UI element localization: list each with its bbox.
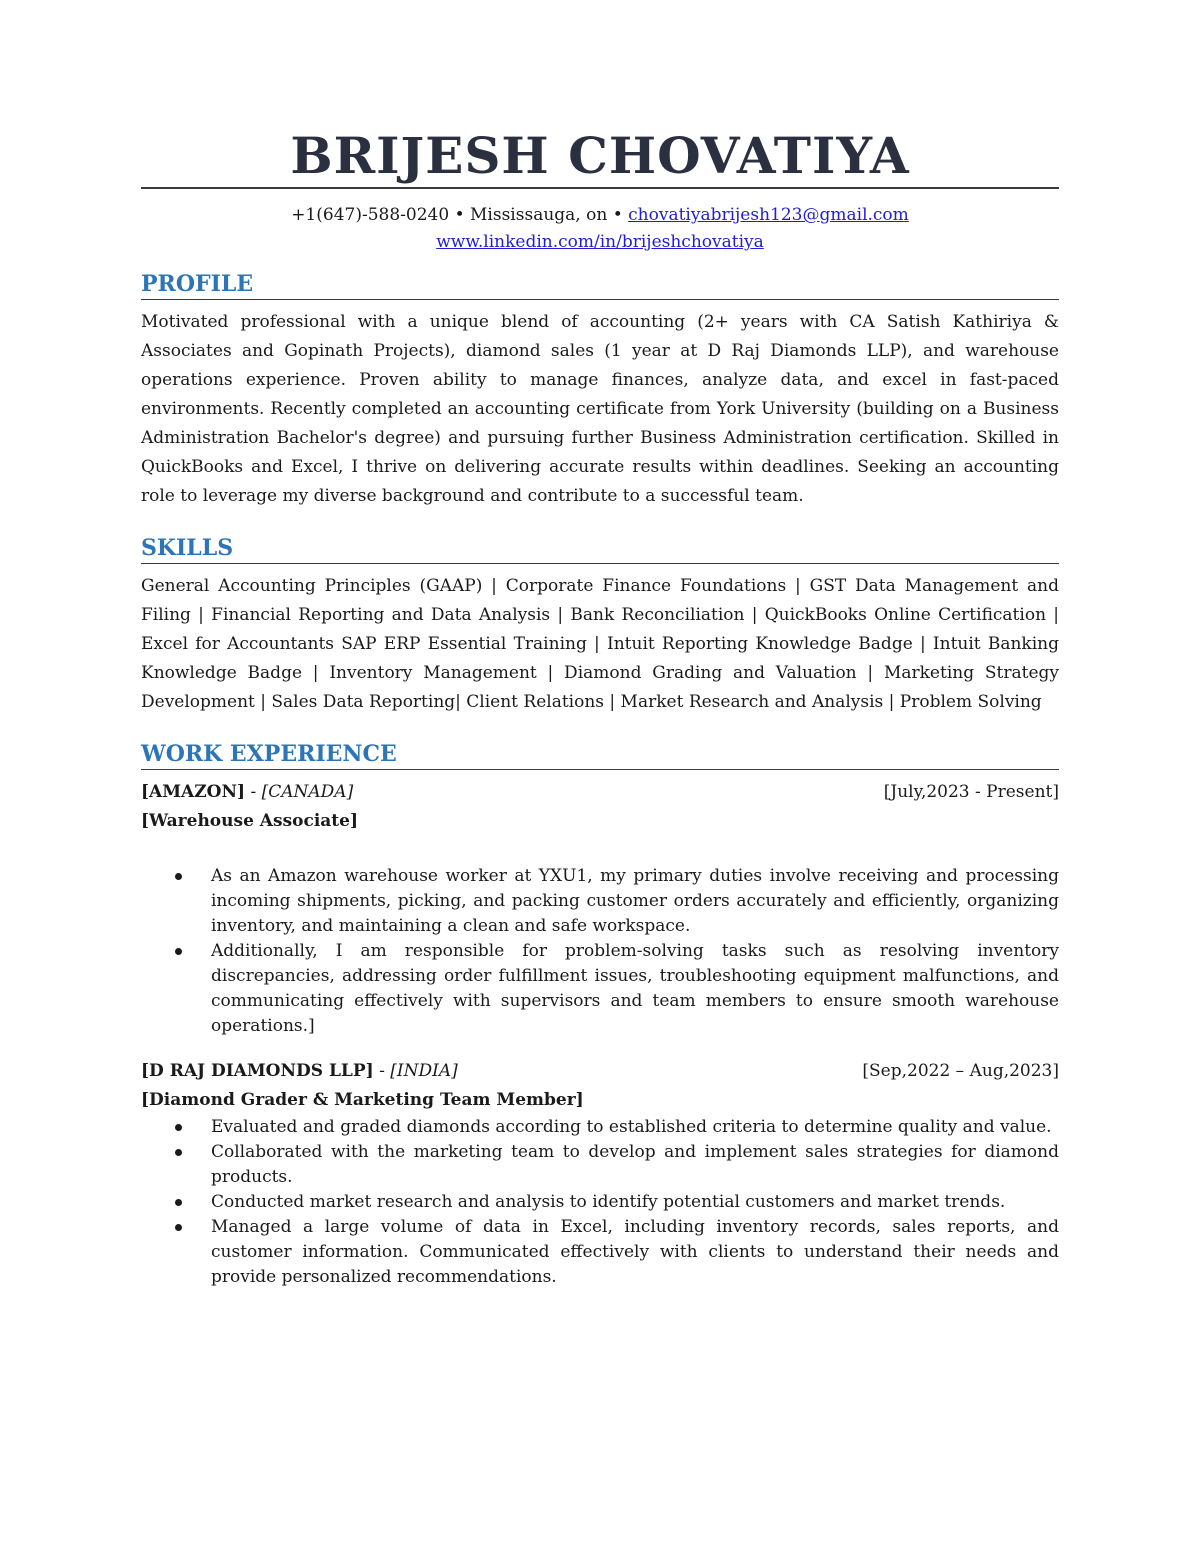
list-item: Evaluated and graded diamonds according to established criteria to determine quality and value. — [211, 1115, 1059, 1140]
list-item: Additionally, I am responsible for problem-solving tasks such as resolving inventory discrepancies, addressing order fulfillment issues, troubleshooting equipment malfunctions, and communicating effectively with supervisors and team members to ensure smooth warehouse operations.] — [211, 939, 1059, 1039]
list-item: Collaborated with the marketing team to develop and implement sales strategies for diamond products. — [211, 1140, 1059, 1190]
skills-section — [141, 533, 1059, 717]
job-company: [D RAJ DIAMONDS LLP] — [141, 1061, 374, 1081]
list-item: Managed a large volume of data in Excel, including inventory records, sales reports, and customer information. Communicated effectively with clients to understand their needs and provide personalized recommendations. — [211, 1215, 1059, 1290]
resume-page — [141, 0, 1059, 1290]
contact-line — [141, 202, 1059, 229]
job-header — [141, 778, 1059, 806]
skills-text: General Accounting Principles (GAAP) | Corporate Finance Foundations | GST Data Management and Filing | Financial Reporting and Data Analysis | Bank Reconciliation | QuickBooks Online Certification | Excel for Accountants SAP ERP Essential Training | Intuit Reporting Knowledge Badge | Intuit Banking Knowledge Badge | Inventory Management | Diamond Grading and Valuation | Marketing Strategy Development | Sales Data Reporting| Client Relations | Market Research and Analysis | Problem Solving — [141, 576, 1059, 712]
skills-heading: SKILLS — [141, 535, 234, 561]
experience-divider — [141, 769, 1059, 770]
profile-text: Motivated professional with a unique blend of accounting (2+ years with CA Satish Kathiriya & Associates and Gopinath Projects), diamond sales (1 year at D Raj Diamonds LLP), and warehouse operations experience. Proven ability to manage finances, analyze data, and excel in fast-paced environments. Recently completed an accounting certificate from York University (building on a Business Administration Bachelor's degree) and pursuing further Business Administration certification. Skilled in QuickBooks and Excel, I thrive on delivering accurate results within deadlines. Seeking an accounting role to leverage my diverse background and contribute to a successful team. — [141, 312, 1059, 506]
profile-section — [141, 269, 1059, 511]
experience-heading: WORK EXPERIENCE — [141, 741, 397, 767]
experience-section — [141, 739, 1059, 1290]
job-dates: [Sep,2022 – Aug,2023] — [862, 1061, 1059, 1081]
separator: • — [454, 205, 465, 225]
list-item: As an Amazon warehouse worker at YXU1, my primary duties involve receiving and processing incoming shipments, picking, and packing customer orders accurately and efficiently, organizing inventory, and maintaining a clean and safe workspace. — [211, 864, 1059, 939]
job-location: [CANADA] — [261, 782, 354, 802]
job-role: [Diamond Grader & Marketing Team Member] — [141, 1090, 584, 1110]
job-dash: - — [245, 782, 262, 802]
separator: • — [612, 205, 623, 225]
list-item: Conducted market research and analysis to identify potential customers and market trends. — [211, 1190, 1059, 1215]
job-entry — [141, 1057, 1059, 1290]
skills-divider — [141, 563, 1059, 564]
phone: +1(647)-588-0240 — [291, 205, 450, 225]
location: Mississauga, on — [470, 205, 608, 225]
job-dates: [July,2023 - Present] — [883, 782, 1059, 802]
profile-divider — [141, 299, 1059, 300]
job-entry — [141, 778, 1059, 1039]
name-divider — [141, 187, 1059, 189]
job-company: [AMAZON] — [141, 782, 246, 802]
profile-heading: PROFILE — [141, 271, 254, 297]
contact-block — [141, 202, 1059, 256]
job-bullets — [141, 864, 1059, 1039]
job-dash: - — [373, 1061, 391, 1081]
email-link[interactable]: chovatiyabrijesh123@gmail.com — [628, 205, 909, 225]
job-header — [141, 1057, 1059, 1085]
candidate-name: BRIJESH CHOVATIYA — [290, 126, 910, 185]
job-role: [Warehouse Associate] — [141, 811, 359, 831]
job-location: [INDIA] — [390, 1061, 458, 1081]
job-bullets — [141, 1115, 1059, 1290]
linkedin-link[interactable]: www.linkedin.com/in/brijeshchovatiya — [436, 232, 764, 252]
